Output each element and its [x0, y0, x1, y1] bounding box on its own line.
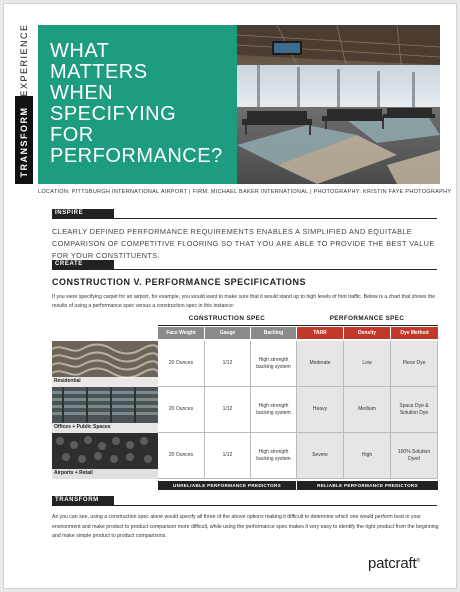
table-row [52, 433, 438, 479]
cell: High [344, 433, 391, 479]
cvp-intro: If you were specifying carpet for an airport, for example, you would want to make sure that it would stand up to high levels of foot traffic. Below is a chart that shows the results of using a performance spec versus a construction spec in this instance: [52, 294, 436, 309]
transform-tag: TRANSFORM [52, 496, 114, 505]
cell: 1/12 [205, 341, 251, 387]
cell: 20 Ounces [158, 387, 205, 433]
cell: Severe [297, 433, 344, 479]
row-label: Airports + Retail [54, 470, 93, 476]
cell: Low [344, 341, 391, 387]
cell: Space Dye & Solution Dye [391, 387, 438, 433]
transform-rule [52, 505, 437, 506]
side-label-experience: EXPERIENCE [19, 23, 29, 97]
col-tarr: TARR [297, 327, 343, 339]
airport-photo [237, 25, 440, 184]
cell: Moderate [297, 341, 344, 387]
col-face-weight: Face Weight [158, 327, 204, 339]
cell: 20 Ounces [158, 433, 205, 479]
create-rule [52, 269, 437, 270]
photo-caption: LOCATION: PITTSBURGH INTERNATIONAL AIRPORT | FIRM: MICHAEL BAKER INTERNATIONAL | PHOTOGRAPHY: KRISTIN FAYE PHOTOGRAPHY [38, 189, 452, 195]
table-row [52, 341, 438, 387]
carpet-sample-offices [52, 387, 158, 433]
construction-footer: UNRELIABLE PERFORMANCE PREDICTORS [158, 481, 296, 490]
carpet-sample-residential [52, 341, 158, 387]
carpet-sample-airports [52, 433, 158, 479]
inspire-rule [52, 218, 437, 219]
cell: Medium [344, 387, 391, 433]
row-label: Residential [54, 378, 81, 384]
performance-spec-header: PERFORMANCE SPEC [329, 315, 405, 322]
document-page [3, 3, 457, 589]
performance-footer: RELIABLE PERFORMANCE PREDICTORS [297, 481, 438, 490]
inspire-text: CLEARLY DEFINED PERFORMANCE REQUIREMENTS ENABLES A SIMPLIFIED AND EQUITABLE COMPARISON OF COMPETITIVE FLOORING SO THAT YOU ARE ABLE TO PROVIDE THE BEST VALUE FOR YOUR CONSTITUENTS. [52, 227, 435, 260]
patcraft-logo: patcraft® [368, 555, 420, 572]
col-gauge: Gauge [205, 327, 250, 339]
hero-title-box [38, 25, 237, 184]
cell: High strength backing system [251, 387, 297, 433]
side-label-transform: TRANSFORM [19, 106, 29, 178]
cell: 1/12 [205, 433, 251, 479]
inspire-tag: INSPIRE [52, 209, 114, 218]
create-tag: CREATE [52, 260, 114, 269]
cell: 100% Solution Dyed [391, 433, 438, 479]
cell: High strength backing system [251, 433, 297, 479]
cell: 1/12 [205, 387, 251, 433]
row-label: Offices + Public Spaces [54, 424, 111, 430]
cvp-heading: CONSTRUCTION V. PERFORMANCE SPECIFICATIONS [52, 277, 307, 287]
hero-title: WHAT MATTERS WHEN SPECIFYING FOR PERFORMANCE? [50, 40, 223, 167]
transform-text: As you can see, using a construction spec alone would specify all three of the above options making it difficult to determine which one would perform best in your environment and make product to product comparison more difficult, while using the performance spec makes it very easy to identify the right product from the beginning and make simple product to product comparisons. [52, 514, 439, 539]
cell: High strength backing system [251, 341, 297, 387]
col-density: Density [344, 327, 390, 339]
construction-spec-header: CONSTRUCTION SPEC [188, 315, 266, 322]
table-row [52, 387, 438, 433]
cell: 20 Ounces [158, 341, 205, 387]
col-backing: Backing [251, 327, 296, 339]
cell: Piece Dye [391, 341, 438, 387]
cell: Heavy [297, 387, 344, 433]
col-dye-method: Dye Method [391, 327, 438, 339]
side-label [15, 24, 33, 184]
